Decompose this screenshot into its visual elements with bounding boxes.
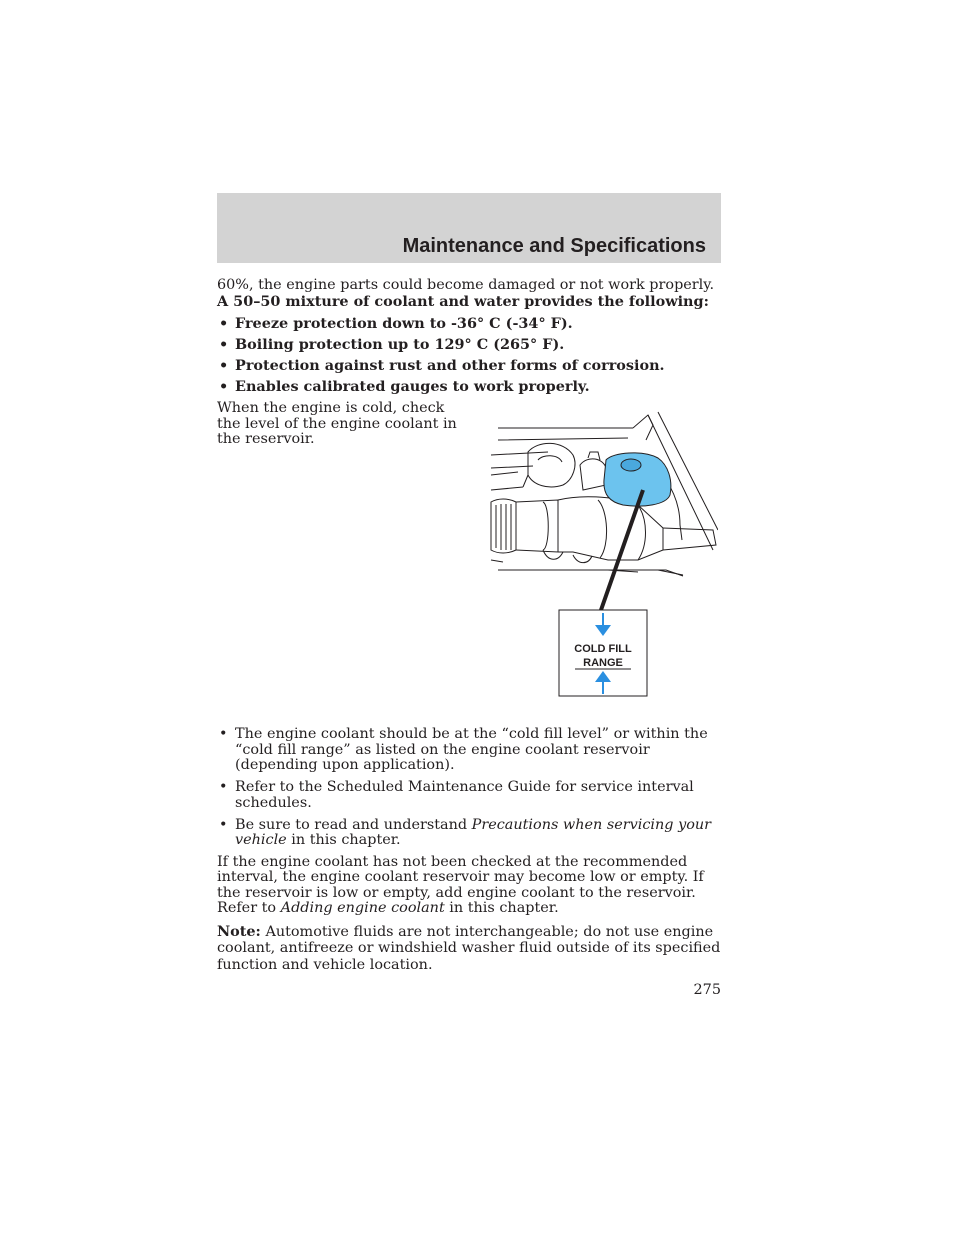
- section-title: Maintenance and Specifications: [402, 235, 706, 257]
- list-item: • Boiling protection up to 129° C (265° F).: [217, 337, 723, 353]
- note-label: Note:: [217, 922, 261, 940]
- coolant-reservoir-illustration: [488, 410, 718, 700]
- paragraph-emphasis: Adding engine coolant: [280, 900, 445, 916]
- list-item: [217, 818, 723, 849]
- section-header: [217, 193, 721, 263]
- cold-fill-label-line2: RANGE: [583, 657, 623, 669]
- lower-text-block: [217, 727, 723, 973]
- list-item-text: Be sure to read and understand: [235, 816, 472, 833]
- intro-bold-text: A 50–50 mixture of coolant and water provides the following:: [217, 292, 709, 310]
- info-list: [217, 727, 723, 849]
- list-item: • Protection against rust and other forms of corrosion.: [217, 358, 723, 374]
- paragraph-text: in this chapter.: [444, 900, 559, 916]
- list-item: • The engine coolant should be at the “cold fill level” or within the “cold fill range” as listed on the engine coolant reservoir (depending upon application).: [217, 727, 723, 774]
- list-item-emphasis: Precautions when servicing your vehicle: [235, 816, 712, 848]
- reservoir-cap: [621, 459, 641, 471]
- list-item: • Enables calibrated gauges to work properly.: [217, 379, 723, 395]
- paragraph-text: If the engine coolant has not been checked at the recommended interval, the engine coolant reservoir may become low or empty. If the reservoir is low or empty, add engine coolant to the reservoir. Refer to: [217, 853, 704, 916]
- pointer-line: [601, 490, 643, 610]
- list-item: • Freeze protection down to -36° C (-34° F).: [217, 316, 723, 332]
- reservoir-paragraph: [217, 855, 723, 917]
- list-item-text: in this chapter.: [286, 832, 401, 848]
- cold-fill-label-line1: COLD FILL: [574, 643, 632, 655]
- protection-list: [217, 316, 723, 395]
- engine-linework: [491, 412, 718, 576]
- check-paragraph: When the engine is cold, check the level of the engine coolant in the reservoir.: [217, 400, 457, 447]
- note-text: Automotive fluids are not interchangeable; do not use engine coolant, antifreeze or windshield washer fluid outside of its specified function and vehicle location.: [217, 923, 721, 973]
- intro-text: 60%, the engine parts could become damaged or not work properly.: [217, 277, 715, 293]
- note-paragraph: [217, 924, 723, 974]
- list-item: • Refer to the Scheduled Maintenance Guide for service interval schedules.: [217, 780, 723, 811]
- page-number: 275: [693, 982, 721, 998]
- intro-paragraph: [217, 278, 723, 310]
